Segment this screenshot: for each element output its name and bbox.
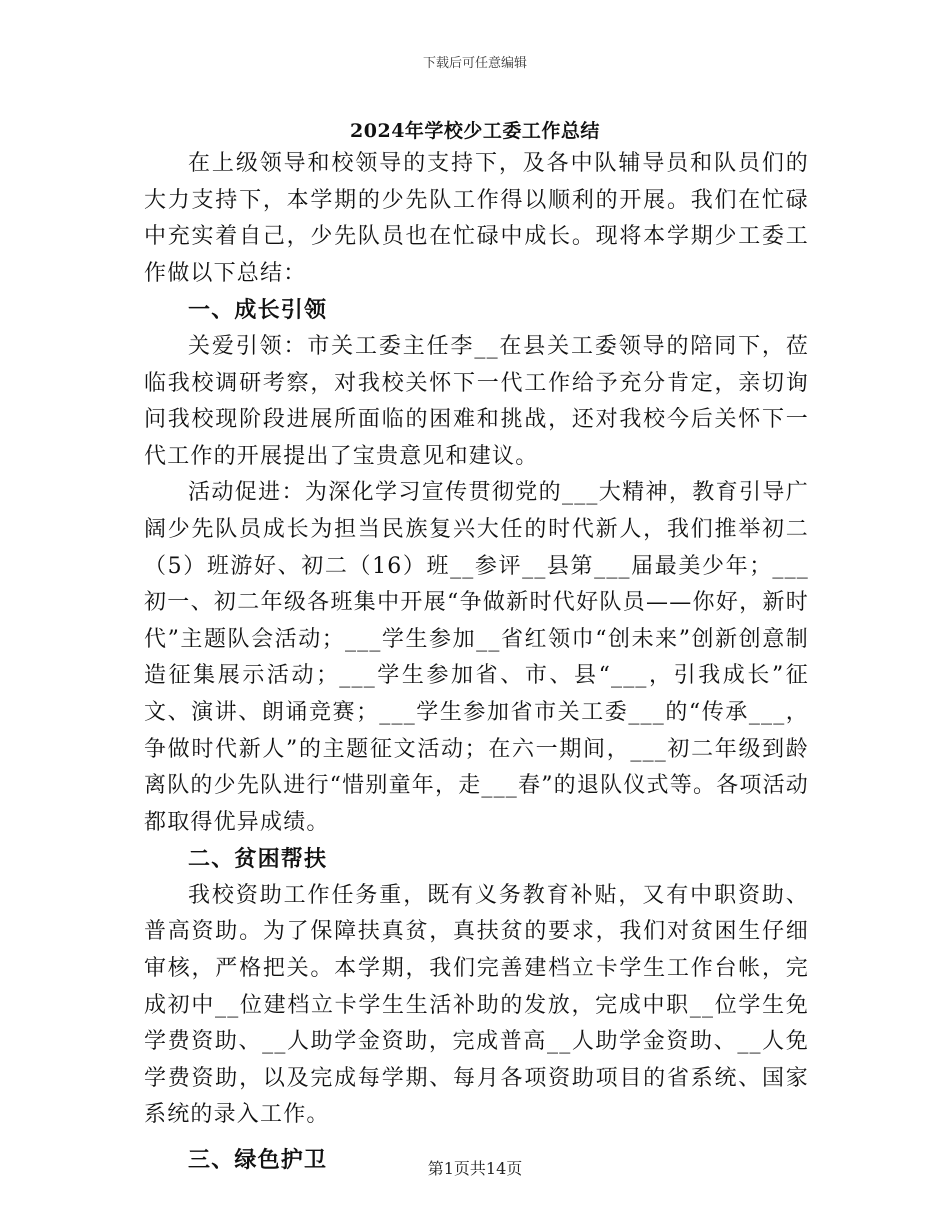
page-number: 第1页共14页: [427, 1159, 523, 1178]
intro-paragraph: 在上级领导和校领导的支持下，及各中队辅导员和队员们的大力支持下，本学期的少先队工作得以顺利的开展。我们在忙碌中充实着自己，少先队员也在忙碌中成长。现将本学期少工委工作做以下总结：: [144, 151, 809, 286]
paragraph-activities: 活动促进：为深化学习宣传贯彻党的___大精神，教育引导广阔少先队员成长为担当民族复兴大任的时代新人，我们推举初二（5）班游好、初二（16）班__参评__县第___届最美少年；___初一、初二年级各班集中开展“争做新时代好队员——你好，新时代”主题队会活动；___学生参加__省红领巾“创未来”创新创意制造征集展示活动；___学生参加省、市、县“___，引我成长”征文、演讲、朗诵竞赛；___学生参加省市关工委___的“传承___，争做时代新人”的主题征文活动；在六一期间，___初二年级到龄离队的少先队进行“惜别童年，走___春”的退队仪式等。各项活动都取得优异成绩。: [144, 480, 809, 835]
section-heading-poverty-aid: 二、贫困帮扶: [188, 846, 328, 873]
paragraph-financial-aid: 我校资助工作任务重，既有义务教育补贴，又有中职资助、普高资助。为了保障扶真贫，真扶贫的要求，我们对贫困生仔细审核，严格把关。本学期，我们完善建档立卡学生工作台帐，完成初中__位建档立卡学生生活补助的发放，完成中职__位学生免学费资助、__人助学金资助，完成普高__人助学金资助、__人免学费资助，以及完成每学期、每月各项资助项目的省系统、国家系统的录入工作。: [144, 882, 809, 1128]
section-heading-growth: 一、成长引领: [188, 297, 328, 324]
document-title: 2024年学校少工委工作总结: [350, 120, 600, 142]
document-body: [144, 146, 809, 1179]
section-heading-green-guard: 三、绿色护卫: [188, 1147, 328, 1174]
header-note: 下载后可任意编辑: [422, 56, 527, 71]
paragraph-care-guidance: 关爱引领：市关工委主任李__在县关工委领导的陪同下，莅临我校调研考察，对我校关怀下一代工作给予充分肯定，亲切询问我校现阶段进展所面临的困难和挑战，还对我校今后关怀下一代工作的开展提出了宝贵意见和建议。: [144, 333, 809, 469]
